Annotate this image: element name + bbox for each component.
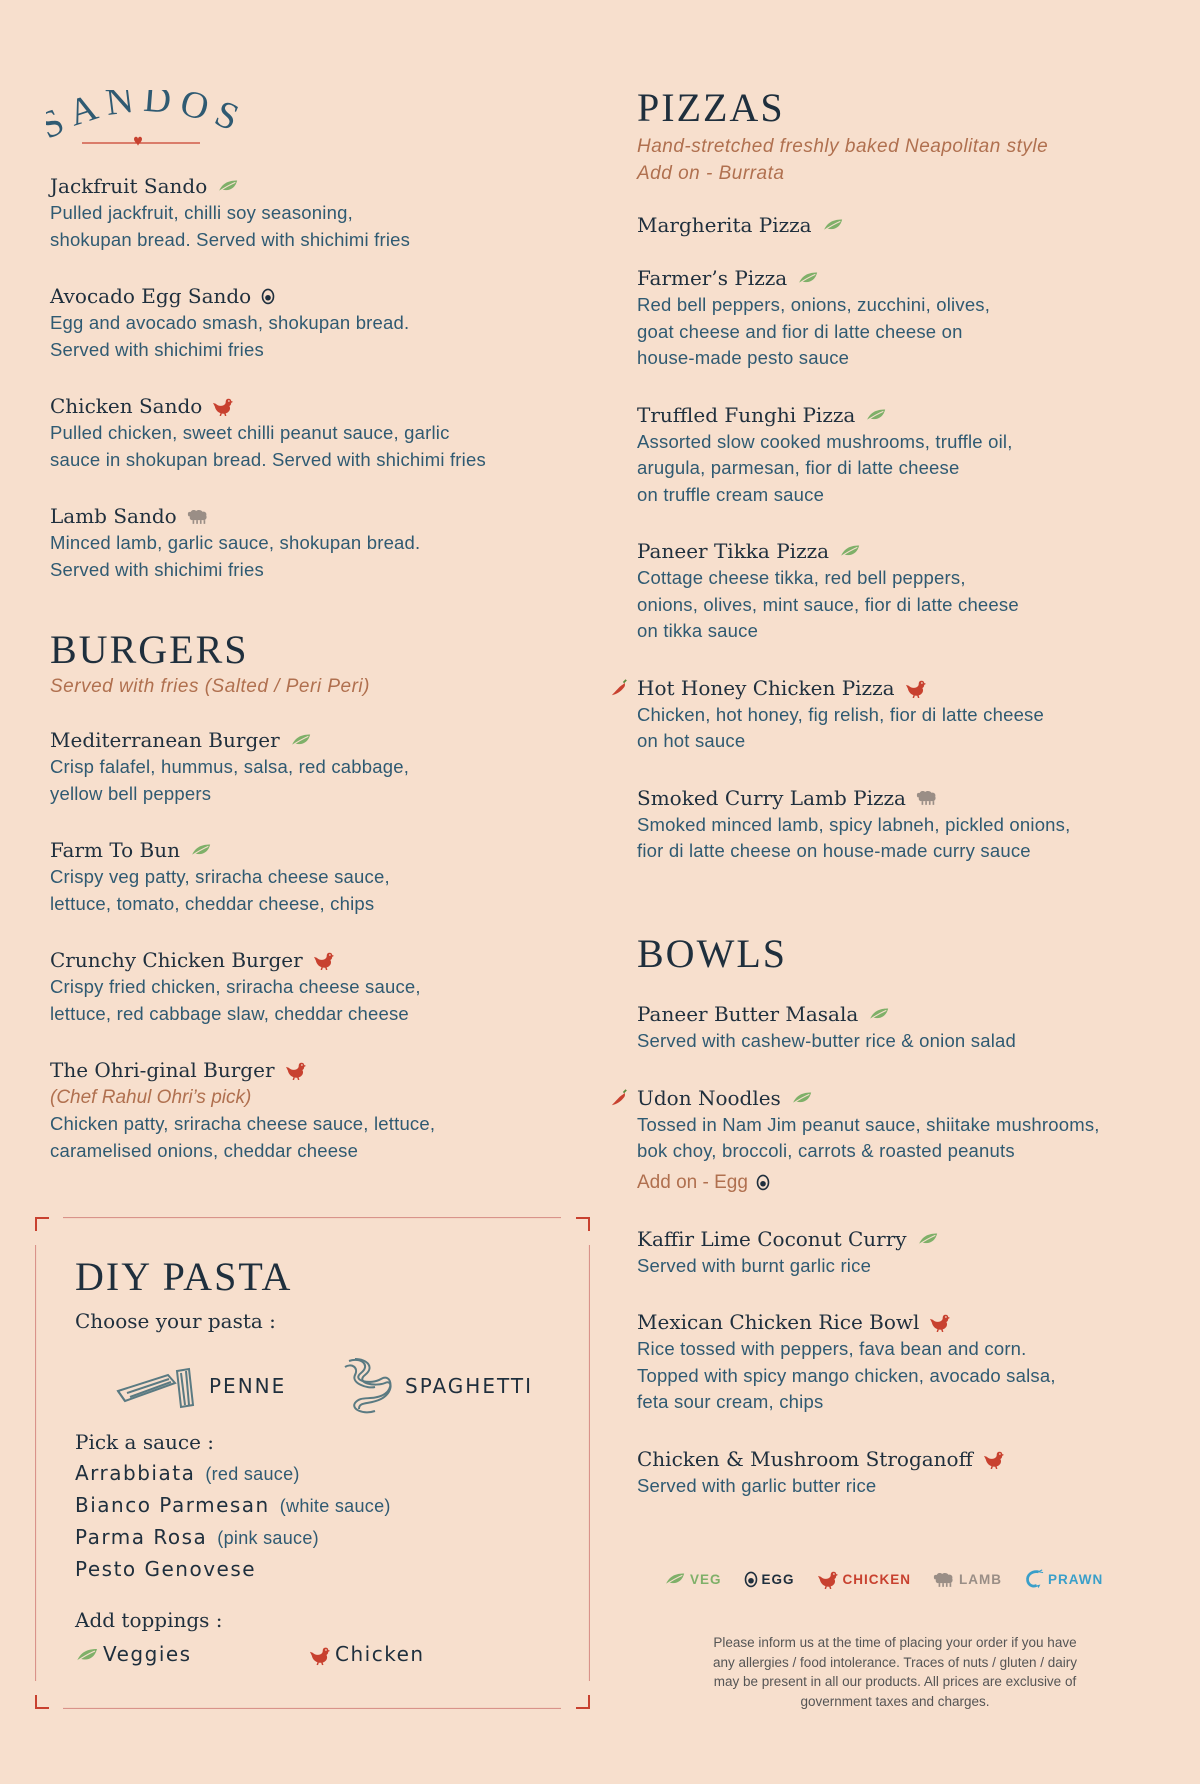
menu-item-description: fior di latte cheese on house-made curry sauce <box>637 840 1031 861</box>
legend-item-prawn <box>1024 1569 1103 1589</box>
menu-item <box>50 392 570 473</box>
menu-item-description: sauce in shokupan bread. Served with shichimi fries <box>50 448 486 470</box>
sandos-title-text: ANDO <box>63 90 221 135</box>
menu-item-name: Kaffir Lime Coconut Curry <box>637 1226 907 1251</box>
menu-item-description: Crispy veg patty, sriracha cheese sauce, <box>50 866 390 887</box>
sauce-option <box>75 1490 391 1522</box>
menu-item-description: caramelised onions, cheddar cheese <box>50 1139 359 1161</box>
menu-item-name: Mexican Chicken Rice Bowl <box>637 1310 920 1334</box>
menu-item-name: Chicken & Mushroom Stroganoff <box>637 1446 973 1471</box>
veg-leaf-icon <box>75 1645 99 1665</box>
menu-item-title <box>637 401 1177 429</box>
veg-leaf-icon <box>822 217 844 233</box>
sauce-name: Arrabbiata <box>75 1461 196 1485</box>
spaghetti-icon <box>341 1355 399 1417</box>
menu-item-name: Mediterranean Burger <box>50 728 280 752</box>
sauce-option <box>75 1458 391 1490</box>
menu-item-name: Crunchy Chicken Burger <box>50 948 303 972</box>
menu-item-description: Pulled jackfruit, chilli soy seasoning, <box>50 202 353 223</box>
veg-leaf-icon <box>839 543 861 559</box>
veg-leaf-icon <box>865 407 887 423</box>
menu-item-description: Minced lamb, garlic sauce, shokupan bread. <box>50 532 421 553</box>
egg-icon <box>756 1173 770 1191</box>
menu-item-title <box>50 836 570 864</box>
menu-item <box>50 172 570 253</box>
spaghetti-label: SPAGHETTI <box>405 1374 533 1398</box>
sauce-name: Pesto Genovese <box>75 1557 257 1581</box>
menu-item-title <box>637 674 1177 702</box>
menu-item-name: Lamb Sando <box>50 504 177 528</box>
menu-item-description: arugula, parmesan, fior di latte cheese <box>637 457 960 478</box>
legend-label: LAMB <box>959 1571 1003 1587</box>
menu-item-description: Smoked minced lamb, spicy labneh, pickled onions, <box>637 813 1071 835</box>
chicken-icon <box>929 1312 951 1332</box>
chili-icon <box>610 679 628 697</box>
sauce-name: Bianco Parmesan <box>75 1493 270 1517</box>
menu-item-title <box>50 392 570 420</box>
chicken-icon <box>905 678 927 698</box>
veg-leaf-icon <box>868 1006 890 1022</box>
menu-item-name: Udon Noodles <box>637 1085 781 1110</box>
menu-item-description: Cottage cheese tikka, red bell peppers, <box>637 567 966 588</box>
penne-option <box>113 1361 286 1411</box>
spaghetti-option <box>341 1355 533 1417</box>
menu-item-note: (Chef Rahul Ohri’s pick) <box>50 1087 252 1108</box>
menu-item-name: Avocado Egg Sando <box>50 284 252 308</box>
sauce-note: (red sauce) <box>205 1464 300 1484</box>
menu-item-addon <box>637 1169 1182 1196</box>
menu-item-description: bok choy, broccoli, carrots & roasted peanuts <box>637 1140 1015 1161</box>
menu-item <box>50 1056 570 1164</box>
menu-item <box>637 537 1177 645</box>
prawn-icon <box>1024 1569 1044 1589</box>
menu-item-description: Rice tossed with peppers, fava bean and corn. <box>637 1338 1027 1359</box>
egg-icon <box>744 1570 758 1588</box>
menu-item <box>50 726 570 807</box>
menu-item-title <box>637 537 1177 565</box>
heart-icon <box>134 137 142 146</box>
menu-item-name: Farm To Bun <box>50 838 180 862</box>
menu-item-title <box>637 1225 1182 1253</box>
menu-item-title <box>50 282 570 310</box>
menu-item-name: Paneer Tikka Pizza <box>637 539 830 563</box>
menu-item-title <box>50 172 570 200</box>
addon-text: Add on - Egg <box>637 1171 748 1193</box>
menu-item-name: Smoked Curry Lamb Pizza <box>637 785 906 810</box>
menu-item-description: goat cheese and fior di latte cheese on <box>637 320 963 342</box>
allergy-disclaimer <box>660 1633 1130 1711</box>
menu-item-title <box>637 1084 1182 1112</box>
menu-item-description: Served with burnt garlic rice <box>637 1254 872 1276</box>
menu-item-description: lettuce, red cabbage slaw, cheddar cheese <box>50 1002 409 1024</box>
menu-item-description: onions, olives, mint sauce, fior di latte cheese <box>637 593 1019 615</box>
legend-item-veg <box>664 1569 722 1589</box>
menu-item <box>637 401 1177 509</box>
burgers-subtitle: Served with fries (Salted / Peri Peri) <box>50 676 370 697</box>
topping-veggies <box>75 1639 192 1670</box>
svg-text:SANDOS <box>46 90 246 148</box>
topping-chicken <box>309 1639 425 1670</box>
pasta-title: DIY PASTA <box>75 1254 293 1299</box>
bowls-list <box>637 1000 1182 1528</box>
menu-item-description: Crispy fried chicken, sriracha cheese sauce, <box>50 976 421 997</box>
sauce-name: Parma Rosa <box>75 1525 208 1549</box>
veg-leaf-icon <box>217 178 239 194</box>
veg-leaf-icon <box>190 842 212 858</box>
add-toppings-label: Add toppings : <box>75 1608 223 1632</box>
legend-item-egg <box>744 1569 795 1589</box>
menu-item <box>637 1084 1182 1196</box>
menu-item-description: Chicken, hot honey, fig relish, fior di latte cheese <box>637 703 1044 725</box>
menu-item-name: The Ohri-ginal Burger <box>50 1058 275 1082</box>
menu-item-name: Margherita Pizza <box>637 213 812 237</box>
menu-item-description: on hot sauce <box>637 730 746 751</box>
legend-label: VEG <box>690 1571 722 1587</box>
menu-item <box>637 1000 1182 1055</box>
menu-item-description: Assorted slow cooked mushrooms, truffle oil, <box>637 430 1013 452</box>
disclaimer-line: any allergies / food intolerance. Traces of nuts / gluten / dairy <box>713 1654 1077 1670</box>
choose-pasta-label: Choose your pasta : <box>75 1309 276 1333</box>
menu-item-title <box>50 502 570 530</box>
menu-item-name: Jackfruit Sando <box>50 174 208 198</box>
legend-label: PRAWN <box>1048 1571 1104 1587</box>
sauce-note: (white sauce) <box>279 1496 391 1516</box>
menu-item-description: lettuce, tomato, cheddar cheese, chips <box>50 892 375 914</box>
lamb-icon <box>933 1571 955 1588</box>
chicken-icon <box>817 1569 839 1589</box>
penne-label: PENNE <box>209 1374 287 1398</box>
menu-item <box>637 211 1177 239</box>
menu-item-description: Red bell peppers, onions, zucchini, olives, <box>637 294 991 315</box>
penne-icon <box>113 1361 203 1411</box>
sauce-option <box>75 1522 391 1554</box>
menu-item <box>637 674 1177 755</box>
legend-label: CHICKEN <box>842 1571 912 1587</box>
veg-leaf-icon <box>290 732 312 748</box>
menu-item-description: on tikka sauce <box>637 620 759 641</box>
menu-item-title <box>50 946 570 974</box>
disclaimer-line: Please inform us at the time of placing your order if you have <box>713 1635 1077 1650</box>
legend-item-chicken <box>817 1569 912 1589</box>
menu-item-description: Chicken patty, sriracha cheese sauce, lettuce, <box>50 1113 436 1134</box>
burgers-title: BURGERS <box>50 627 249 672</box>
menu-item <box>637 264 1177 372</box>
legend-item-lamb <box>933 1569 1002 1589</box>
menu-item-description: Served with shichimi fries <box>50 558 264 580</box>
menu-item-description: Egg and avocado smash, shokupan bread. <box>50 312 410 333</box>
topping-chicken-label: Chicken <box>335 1642 425 1666</box>
menu-item-description: Tossed in Nam Jim peanut sauce, shiitake mushrooms, <box>637 1113 1100 1135</box>
veg-leaf-icon <box>664 1571 686 1587</box>
sauce-option <box>75 1554 391 1585</box>
veg-leaf-icon <box>797 270 819 286</box>
menu-item-name: Hot Honey Chicken Pizza <box>637 675 895 700</box>
menu-item-title <box>637 211 1177 239</box>
lamb-icon <box>916 789 938 806</box>
menu-item-description: yellow bell peppers <box>50 782 212 804</box>
menu-item <box>50 946 570 1027</box>
egg-icon <box>261 287 275 305</box>
chicken-icon <box>983 1449 1005 1469</box>
menu-item-title <box>637 264 1177 292</box>
pizzas-title: PIZZAS <box>637 85 785 130</box>
menu-item-description: shokupan bread. Served with shichimi fries <box>50 228 411 250</box>
menu-item-description: house-made pesto sauce <box>637 347 850 368</box>
menu-item <box>637 1308 1182 1416</box>
burgers-list <box>50 726 570 1193</box>
lamb-icon <box>187 508 209 525</box>
menu-item-description: Served with garlic butter rice <box>637 1474 877 1496</box>
menu-item-title <box>637 1308 1182 1336</box>
disclaimer-line: may be present in all our products. All prices are exclusive of <box>713 1674 1077 1689</box>
sauce-list <box>75 1458 391 1585</box>
topping-veggies-label: Veggies <box>103 1642 192 1666</box>
menu-item <box>50 282 570 363</box>
legend-label: EGG <box>761 1571 795 1587</box>
chili-icon <box>610 1089 628 1107</box>
menu-item <box>50 836 570 917</box>
menu-item <box>637 1225 1182 1280</box>
menu-item-title <box>50 726 570 754</box>
menu-item <box>637 784 1177 865</box>
chicken-icon <box>285 1060 307 1080</box>
bowls-header <box>637 930 787 977</box>
sandos-list <box>50 172 570 612</box>
menu-item-title <box>637 784 1177 812</box>
menu-item-description: Served with cashew-butter rice & onion salad <box>637 1030 1016 1051</box>
veg-leaf-icon <box>791 1090 813 1106</box>
chicken-icon <box>309 1644 331 1666</box>
pick-sauce-label: Pick a sauce : <box>75 1430 215 1454</box>
menu-item-description: feta sour cream, chips <box>637 1391 824 1412</box>
dietary-legend <box>664 1569 1125 1589</box>
menu-item-description: Pulled chicken, sweet chilli peanut sauce, garlic <box>50 422 450 443</box>
menu-item-description: on truffle cream sauce <box>637 483 825 505</box>
menu-item-name: Paneer Butter Masala <box>637 1002 859 1026</box>
sandos-section-title <box>46 90 246 150</box>
menu-item-title <box>637 1000 1182 1028</box>
sauce-note: (pink sauce) <box>217 1528 319 1548</box>
diy-pasta-box <box>35 1217 590 1709</box>
menu-item <box>50 502 570 583</box>
menu-item-description: Crisp falafel, hummus, salsa, red cabbage, <box>50 756 410 777</box>
pizzas-list <box>637 211 1177 894</box>
menu-item <box>637 1445 1182 1500</box>
menu-item-name: Farmer’s Pizza <box>637 266 788 290</box>
menu-item-title <box>50 1056 570 1084</box>
pizzas-subtitle: Hand-stretched freshly baked Neapolitan style <box>637 136 1049 157</box>
pizzas-addon <box>637 160 1048 187</box>
veg-leaf-icon <box>917 1231 939 1247</box>
burgers-header <box>50 626 370 700</box>
pizzas-addon-text: Add on - Burrata <box>637 163 785 184</box>
chicken-icon <box>313 950 335 970</box>
disclaimer-line: government taxes and charges. <box>800 1693 990 1709</box>
menu-item-name: Chicken Sando <box>50 394 203 418</box>
menu-item-name: Truffled Funghi Pizza <box>637 402 856 427</box>
pizzas-header <box>637 84 1048 187</box>
chicken-icon <box>212 396 234 416</box>
menu-item-title <box>637 1445 1182 1473</box>
bowls-title: BOWLS <box>637 931 787 976</box>
menu-item-description: Served with shichimi fries <box>50 338 264 360</box>
menu-item-description: Topped with spicy mango chicken, avocado salsa, <box>637 1364 1056 1386</box>
